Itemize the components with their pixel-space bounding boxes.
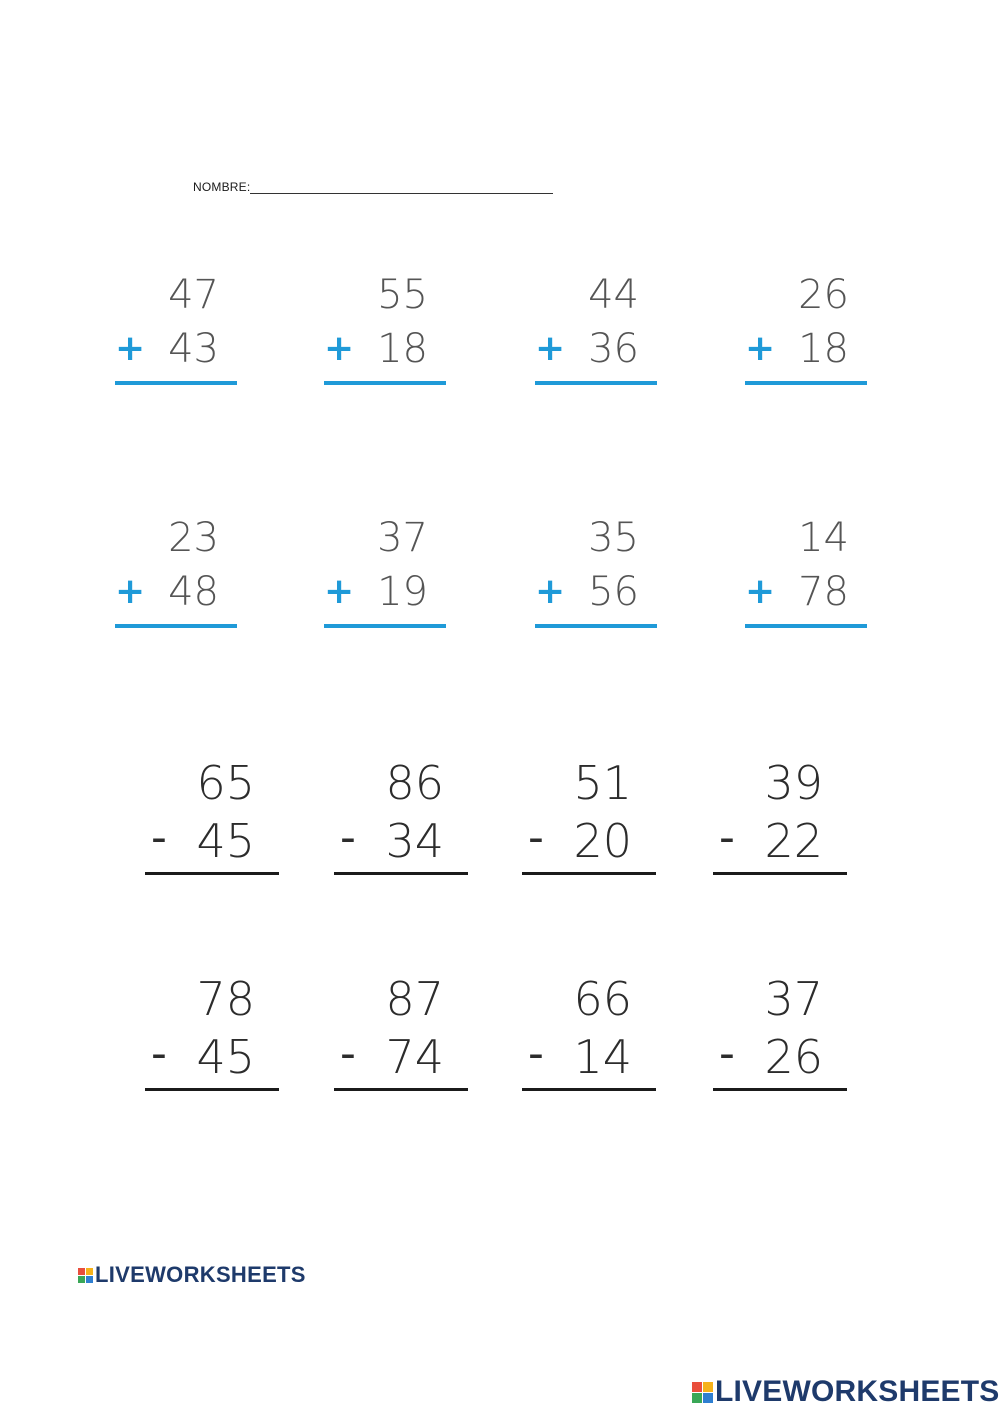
minus-sign: - <box>340 812 356 863</box>
logo-text: LIVEWORKSHEETS <box>95 1262 306 1287</box>
addend-top: 23 <box>168 515 219 561</box>
subtrahend: 45 <box>196 1030 255 1084</box>
logo-square <box>703 1382 713 1392</box>
addend-bottom: 56 <box>588 569 639 615</box>
liveworksheets-mark-icon <box>692 1382 713 1403</box>
answer-line[interactable] <box>115 381 237 385</box>
logo-square <box>692 1382 702 1392</box>
plus-sign: + <box>115 328 146 369</box>
answer-line[interactable] <box>713 872 847 875</box>
addend-top: 47 <box>168 272 219 318</box>
subtraction-problem-1 <box>145 756 279 880</box>
answer-line[interactable] <box>145 1088 279 1091</box>
liveworksheets-mark-icon <box>78 1268 93 1283</box>
answer-line[interactable] <box>334 1088 468 1091</box>
name-label: NOMBRE: <box>193 180 251 194</box>
name-field <box>193 180 553 194</box>
answer-line[interactable] <box>745 381 867 385</box>
minus-sign: - <box>151 812 167 863</box>
answer-line[interactable] <box>535 381 657 385</box>
answer-line[interactable] <box>745 624 867 628</box>
minuend: 51 <box>573 756 632 810</box>
minuend: 86 <box>385 756 444 810</box>
plus-sign: + <box>324 571 355 612</box>
addend-bottom: 19 <box>377 569 428 615</box>
addition-problem-4 <box>745 272 867 395</box>
addition-problem-5 <box>115 515 237 638</box>
subtrahend: 20 <box>573 814 632 868</box>
addend-top: 55 <box>377 272 428 318</box>
addend-top: 37 <box>377 515 428 561</box>
minuend: 66 <box>573 972 632 1026</box>
addition-problem-2 <box>324 272 446 395</box>
minus-sign: - <box>719 812 735 863</box>
plus-sign: + <box>745 328 776 369</box>
answer-line[interactable] <box>522 1088 656 1091</box>
minuend: 37 <box>764 972 823 1026</box>
subtraction-problem-5 <box>145 972 279 1096</box>
logo-square <box>78 1276 85 1283</box>
subtraction-problem-2 <box>334 756 468 880</box>
logo-square <box>703 1393 713 1403</box>
addition-problem-8 <box>745 515 867 638</box>
plus-sign: + <box>745 571 776 612</box>
addend-top: 14 <box>798 515 849 561</box>
plus-sign: + <box>535 571 566 612</box>
subtrahend: 34 <box>385 814 444 868</box>
plus-sign: + <box>324 328 355 369</box>
minuend: 87 <box>385 972 444 1026</box>
minus-sign: - <box>528 1028 544 1079</box>
answer-line[interactable] <box>115 624 237 628</box>
logo-square <box>86 1268 93 1275</box>
addition-problem-1 <box>115 272 237 395</box>
addition-problem-7 <box>535 515 657 638</box>
addend-bottom: 18 <box>798 326 849 372</box>
addend-bottom: 36 <box>588 326 639 372</box>
addend-top: 26 <box>798 272 849 318</box>
subtraction-problem-4 <box>713 756 847 880</box>
liveworksheets-logo-footer <box>692 1375 1000 1409</box>
plus-sign: + <box>535 328 566 369</box>
addend-bottom: 43 <box>168 326 219 372</box>
addition-problem-6 <box>324 515 446 638</box>
subtrahend: 45 <box>196 814 255 868</box>
logo-text: LIVEWORKSHEETS <box>715 1375 1000 1408</box>
minus-sign: - <box>151 1028 167 1079</box>
addend-bottom: 78 <box>798 569 849 615</box>
subtrahend: 14 <box>573 1030 632 1084</box>
addend-bottom: 48 <box>168 569 219 615</box>
logo-square <box>86 1276 93 1283</box>
answer-line[interactable] <box>535 624 657 628</box>
addition-problem-3 <box>535 272 657 395</box>
minuend: 39 <box>764 756 823 810</box>
answer-line[interactable] <box>334 872 468 875</box>
answer-line[interactable] <box>145 872 279 875</box>
subtraction-problem-8 <box>713 972 847 1096</box>
subtraction-problem-3 <box>522 756 656 880</box>
plus-sign: + <box>115 571 146 612</box>
name-blank-line[interactable] <box>250 181 553 194</box>
logo-square <box>78 1268 85 1275</box>
logo-square <box>692 1393 702 1403</box>
answer-line[interactable] <box>324 381 446 385</box>
addend-top: 44 <box>588 272 639 318</box>
minuend: 78 <box>196 972 255 1026</box>
subtrahend: 74 <box>385 1030 444 1084</box>
liveworksheets-logo <box>78 1262 306 1288</box>
answer-line[interactable] <box>713 1088 847 1091</box>
addend-bottom: 18 <box>377 326 428 372</box>
subtraction-problem-6 <box>334 972 468 1096</box>
minus-sign: - <box>340 1028 356 1079</box>
subtrahend: 26 <box>764 1030 823 1084</box>
subtraction-problem-7 <box>522 972 656 1096</box>
subtrahend: 22 <box>764 814 823 868</box>
addend-top: 35 <box>588 515 639 561</box>
minus-sign: - <box>719 1028 735 1079</box>
minus-sign: - <box>528 812 544 863</box>
minuend: 65 <box>196 756 255 810</box>
answer-line[interactable] <box>522 872 656 875</box>
answer-line[interactable] <box>324 624 446 628</box>
